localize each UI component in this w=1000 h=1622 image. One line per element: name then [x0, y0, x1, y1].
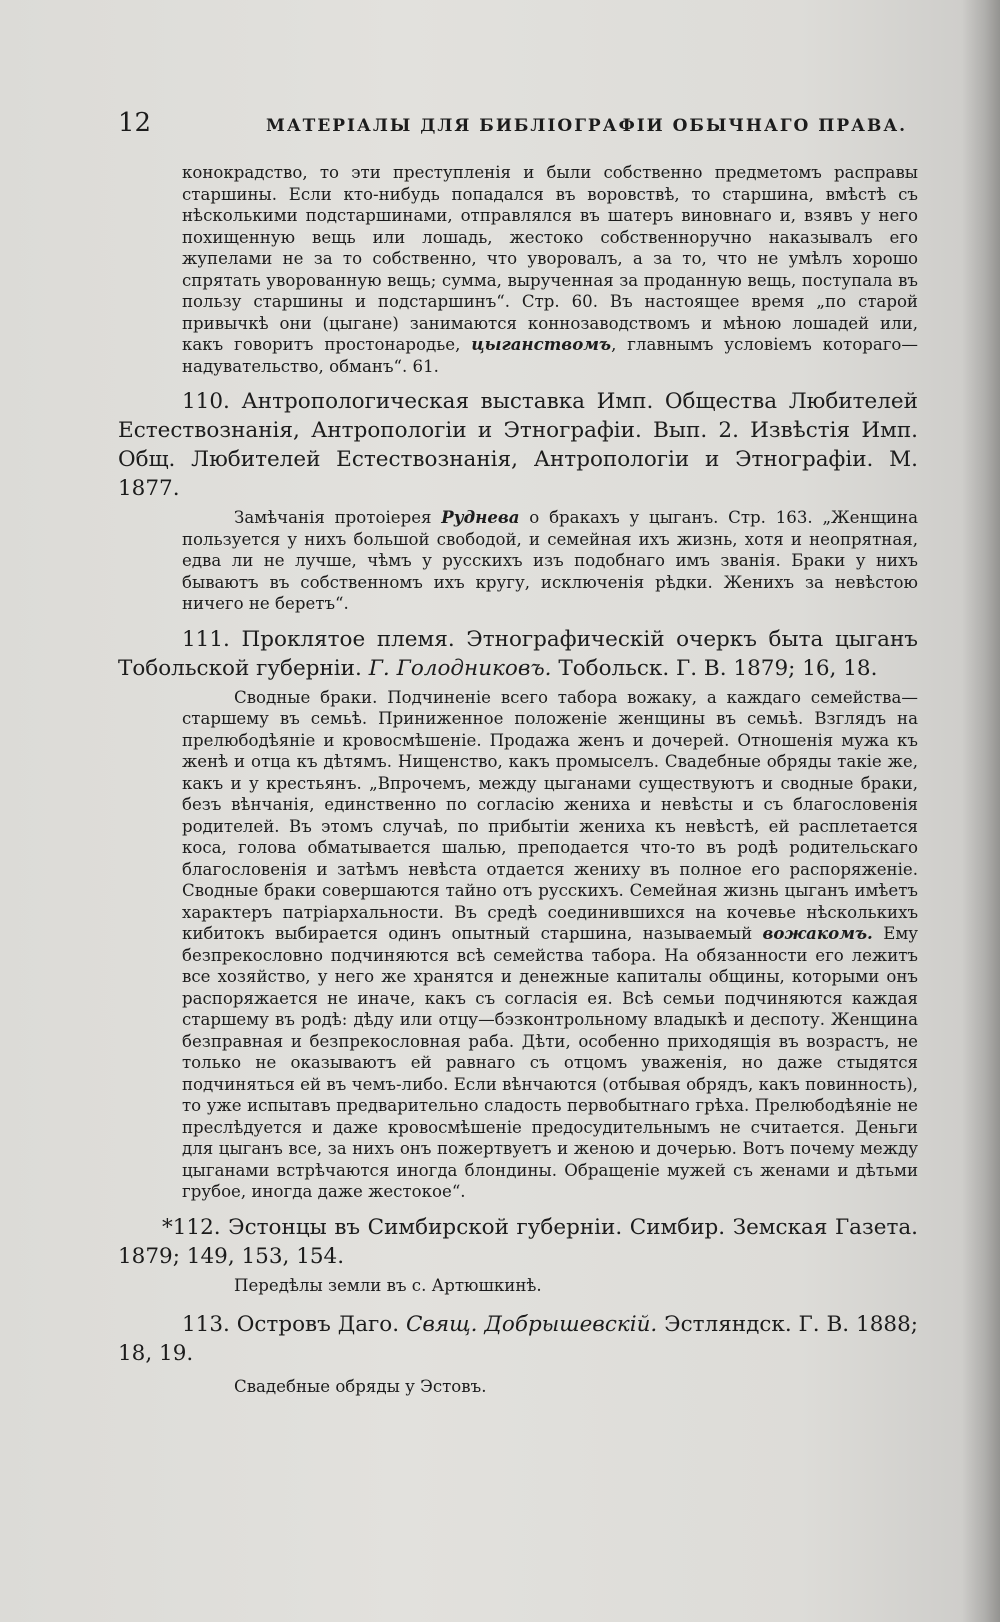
entry-110-note-text: Замѣчанія протоіерея — [234, 508, 442, 527]
entry-111-title-text-end: Тобольск. Г. В. 1879; 16, 18. — [551, 655, 878, 681]
page-number: 12 — [118, 108, 152, 138]
page-header — [118, 108, 918, 148]
entry-113-author: Свящ. Добрышевскій. — [405, 1312, 658, 1337]
entry-112-title: *112. Эстонцы въ Симбирской губерніи. Симбир. Земская Газета. 1879; 149, 153, 154. — [118, 1214, 918, 1269]
entry-110-note — [118, 507, 918, 615]
entry-113-title-text: 113. Островъ Даго. — [182, 1312, 406, 1337]
page-content — [118, 162, 918, 1398]
entry-111-note-text: Сводные браки. Подчиненіе всего табора вожаку, а каждаго семейства—старшему въ семьѣ. Приниженное положеніе женщины въ семьѣ. Взглядъ на прелюбодѣяніе и кровосмѣшеніе. Продажа женъ и дочерей. Отношенія мужа къ женѣ и отца къ дѣтямъ. Нищенство, какъ промыселъ. Свадебные обряды такіе же, какъ и у крестьянъ. „Впрочемъ, между цыганами существуютъ и сводные браки, безъ вѣнчанія, единственно по согласію жениха и невѣсты и съ благословенія родителей. Въ этомъ случаѣ, по прибытіи жениха къ невѣстѣ, ей расплетается коса, голова обматывается шалью, преподается что-то въ родѣ родительскаго благословенія и затѣмъ невѣста отдается жениху въ полное его распоряженіе. Сводные браки совершаются тайно отъ русскихъ. Семейная жизнь цыганъ имѣетъ характеръ патріархальности. Въ средѣ соединившихся на кочевье нѣсколькихъ кибитокъ выбирается одинъ опытный старшина, называемый — [182, 687, 918, 943]
entry-111-note-text-end: Ему безпрекословно подчиняются всѣ семейства табора. На обязанности его лежитъ все хозяйство, у него же хранятся и денежные капиталы общины, которыми онъ распоряжается не иначе, какъ съ согласія ея. Всѣ семьи подчиняются каждая старшему въ родѣ: дѣду или отцу—бэзконтрольному владыкѣ и деспоту. Женщина безправная и безпрекословная раба. Дѣти, особенно приходящія въ возрастъ, не только не оказываютъ ей равнаго съ отцомъ уваженія, но даже стыдятся подчиняться ей въ чемъ-либо. Если вѣнчаются (отбывая обрядъ, какъ повинность), то уже испытавъ предварительно сладость первобытнаго грѣха. Прелюбодѣяніе не преслѣдуется и даже кровосмѣшеніе предосудительнымъ не считается. Деньги для цыганъ все, за нихъ онъ пожертвуетъ и женою и дочерью. Вотъ почему между цыганами встрѣчаются иногда блондины. Обращеніе мужей съ женами и дѣтьми грубое, иногда даже жестокое“. — [182, 924, 918, 1201]
entry-111-note — [118, 687, 918, 1203]
entry-113-title — [118, 1310, 918, 1368]
entry-111-emphasis: вожакомъ. — [762, 923, 873, 943]
entry-113-title-text-end: Эстляндск. Г. В. 1888; 18, 19. — [118, 1312, 918, 1366]
entry-110-title: 110. Антропологическая выставка Имп. Общества Любителей Естествознанія, Антропологіи и Этнографіи. Вып. 2. Извѣстія Имп. Общ. Любителей Естествознанія, Антропологіи и Этнографіи. М. 1877. — [118, 389, 918, 501]
entry-111-author: Г. Голодниковъ. — [368, 655, 552, 681]
entry-111-title — [118, 625, 918, 683]
entry-113-note: Свадебные обряды у Эстовъ. — [234, 1377, 487, 1396]
emphasis-term: цыганствомъ — [471, 334, 612, 354]
book-spine-shadow — [962, 0, 1000, 1622]
continuation-text: конокрадство, то эти преступленія и были собственно предметомъ расправы старшины. Если кто-нибудь попадался въ воровствѣ, то старшина, вмѣстѣ съ нѣсколькими подстаршинами, отправлялся въ шатеръ виновнаго и, взявъ у него похищенную вещь или лошадь, жестоко собственноручно наказывалъ его жупелами не за то собственно, что уворовалъ, а за то, что не умѣлъ хорошо спрятать уворованную вещь; сумма, вырученная за проданную вещь, поступала въ пользу старшины и подстаршинъ“. Стр. 60. Въ настоящее время „по старой привычкѣ они (цыгане) занимаются коннозаводствомъ и мѣною лошадей или, какъ говоритъ простонародье, — [182, 163, 918, 354]
entry-111-title-text: 111. Проклятое племя. Этнографическій очеркъ быта цыганъ Тобольской губерніи. — [118, 626, 918, 681]
entry-112-note: Передѣлы земли въ с. Артюшкинѣ. — [234, 1275, 542, 1295]
entry-110-note-text-end: о бракахъ у цыганъ. Стр. 163. „Женщина пользуется у нихъ большой свободой, и семейная ихъ жизнь, хотя и неопрятная, едва ли не лучше, чѣмъ у русскихъ изъ подобнаго имъ званія. Браки у нихъ бываютъ въ собственномъ ихъ кругу, исключенія рѣдки. Женихъ за невѣстою ничего не беретъ“. — [182, 508, 919, 613]
continuation-paragraph — [118, 162, 918, 377]
entry-110-author: Руднева — [441, 507, 520, 527]
running-title: МАТЕРІАЛЫ ДЛЯ БИБЛІОГРАФІИ ОБЫЧНАГО ПРАВА. — [266, 116, 908, 136]
continuation-text-end: , главнымъ условіемъ котораго—надувательство, обманъ“. 61. — [182, 335, 918, 376]
